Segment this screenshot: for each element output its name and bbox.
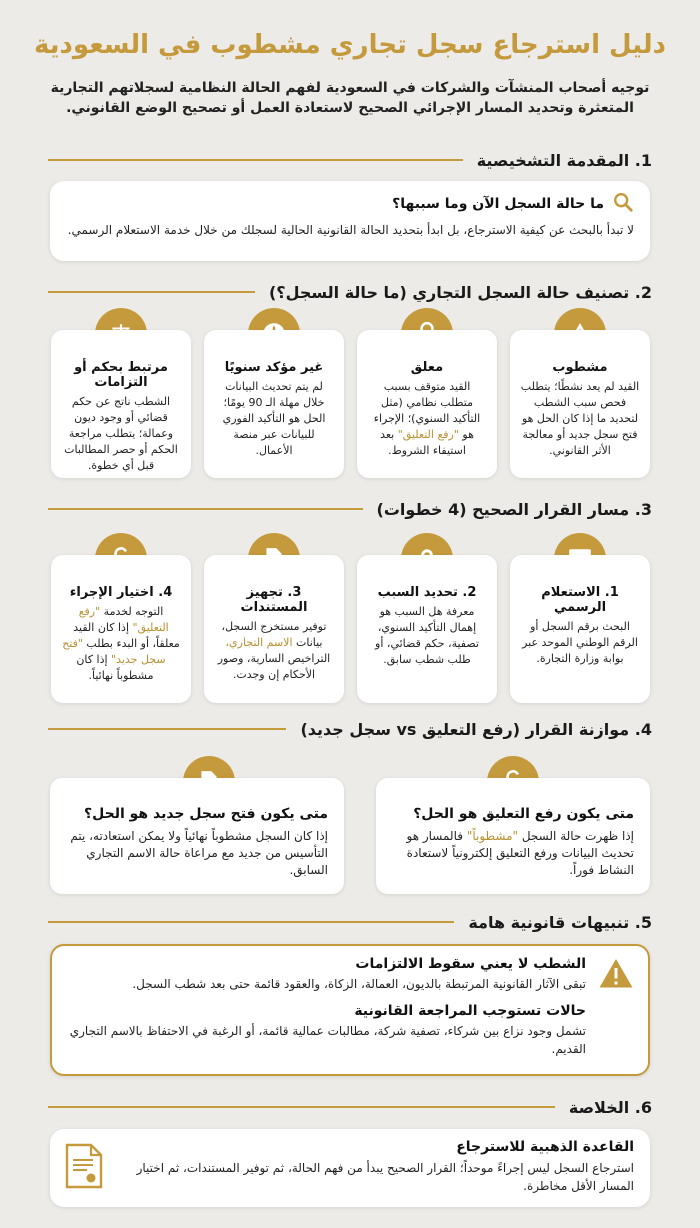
diagnostic-card — [50, 181, 650, 261]
status-card-judgment — [51, 330, 191, 478]
step-card-documents — [204, 555, 344, 703]
section-5-header — [48, 910, 652, 934]
diagnostic-card-header — [66, 191, 634, 217]
section-divider — [48, 291, 255, 293]
status-cards — [50, 330, 650, 480]
section-divider — [48, 728, 286, 730]
compare-card-title: متى يكون فتح سجل جديد هو الحل؟ — [83, 806, 328, 822]
section-divider — [48, 508, 363, 510]
legal-notes-body — [66, 956, 586, 1058]
compare-card-lift-suspension — [376, 778, 650, 894]
status-card-unconfirmed — [204, 330, 344, 478]
section-5-title: 5. تنبيهات قانونية هامة — [468, 912, 652, 932]
status-card-title: مشطوب — [552, 360, 608, 375]
step-card-cause — [357, 555, 497, 703]
status-card-suspended — [357, 330, 497, 478]
subtitle-line-1: توجيه أصحاب المنشآت والشركات في السعودية لفهم الحالة النظامية لسجلاتهم التجارية — [50, 80, 650, 96]
status-card-text: لم يتم تحديث البيانات خلال مهلة الـ 90 يومًا؛ الحل هو التأكيد الفوري للبيانات عبر منصة الأعمال. — [222, 380, 326, 457]
section-divider — [48, 921, 454, 923]
status-card-text: القيد متوقف بسبب متطلب نظامي (مثل التأكيد السنوي)؛ الإجراء هو "رفع التعليق" بعد استيفاء الشروط. — [373, 380, 481, 457]
status-card-title: مرتبط بحكم أو التزامات — [74, 360, 168, 390]
warning-icon — [598, 956, 634, 996]
status-card-text: القيد لم يعد نشطًا؛ يتطلب فحص سبب الشطب لتحديد ما إذا كان الحل هو فتح سجل جديد أو معالجة الأثر القانوني. — [520, 380, 640, 457]
section-4-title: 4. موازنة القرار (رفع التعليق vs سجل جديد) — [300, 719, 652, 739]
note-title: الشطب لا يعني سقوط الالتزامات — [355, 956, 586, 972]
status-card-text: الشطب ناتج عن حكم قضائي أو وجود ديون وعمالة؛ يتطلب مراجعة الحكم أو حصر المطالبات قبل أي خطوة. — [64, 395, 178, 472]
section-1-header — [48, 148, 652, 172]
diagnostic-card-title: ما حالة السجل الآن وما سببها؟ — [392, 196, 604, 212]
compare-card-text: إذا كان السجل مشطوباً نهائياً ولا يمكن استعادته، يتم التأسيس من جديد مع مراعاة حالة الاسم التجاري السابق. — [70, 829, 328, 877]
section-divider — [48, 1106, 555, 1108]
step-card-title: 2. تحديد السبب — [377, 585, 477, 600]
conclusion-text: استرجاع السجل ليس إجراءً موحداً؛ القرار الصحيح يبدأ من فهم الحالة، ثم توفير المستندات، ثم اختيار المسار الأقل مخاطرة. — [136, 1161, 634, 1193]
step-card-text: التوجه لخدمة "رفع التعليق" إذا كان القيد معلقاً، أو البدء بطلب "فتح سجل جديد" إذا كان مشطوباً نهائياً. — [62, 605, 180, 682]
section-1-title: 1. المقدمة التشخيصية — [476, 150, 652, 170]
note-text: تشمل وجود نزاع بين شركاء، تصفية شركة، مطالبات عمالية قائمة، أو الرغبة في الاحتفاظ بالاسم التجاري القديم. — [69, 1024, 586, 1056]
compare-card-text: إذا ظهرت حالة السجل "مشطوباً" فالمسار هو تحديث البيانات ورفع التعليق إلكترونياً لاستعادة النشاط فوراً. — [406, 829, 634, 877]
step-card-action — [51, 555, 191, 703]
conclusion-title: القاعدة الذهبية للاسترجاع — [456, 1139, 634, 1155]
section-6-header — [48, 1095, 652, 1119]
step-card-title: 4. اختيار الإجراء — [69, 585, 173, 600]
section-3-title: 3. مسار القرار الصحيح (4 خطوات) — [376, 499, 652, 519]
section-3-header — [48, 497, 652, 521]
note-title: حالات تستوجب المراجعة القانونية — [354, 1003, 586, 1019]
section-2-header — [48, 280, 652, 304]
section-divider — [48, 159, 463, 161]
conclusion-body — [126, 1139, 634, 1195]
step-card-inquiry — [510, 555, 650, 703]
legal-notes-card — [50, 944, 650, 1076]
section-2-title: 2. تصنيف حالة السجل التجاري (ما حالة السجل؟) — [268, 282, 652, 302]
step-card-text: توفير مستخرج السجل، بيانات الاسم التجاري، التراخيص السارية، وصور الأحكام إن وجدت. — [217, 620, 331, 681]
compare-card-new-registry — [50, 778, 344, 894]
step-card-title: 3. تجهيز المستندات — [240, 585, 308, 615]
conclusion-card — [50, 1129, 650, 1207]
decision-steps — [50, 555, 650, 703]
note-text: تبقى الآثار القانونية المرتبطة بالديون، العمالة، الزكاة، والعقود قائمة حتى بعد شطب السجل. — [132, 977, 586, 991]
status-card-struck-off — [510, 330, 650, 478]
status-card-title: معلق — [410, 360, 444, 375]
comparison-cards — [50, 778, 650, 894]
status-card-title: غير مؤكد سنويًا — [224, 360, 324, 375]
step-card-text: معرفة هل السبب هو إهمال التأكيد السنوي، تصفية، حكم قضائي، أو طلب شطب سابق. — [375, 605, 479, 666]
section-4-header — [48, 717, 652, 741]
page-title: دليل استرجاع سجل تجاري مشطوب في السعودية — [34, 30, 666, 60]
subtitle-line-2: المتعثرة وتحديد المسار الإجرائي الصحيح لاستعادة العمل أو تصحيح الوضع القانوني. — [66, 100, 634, 116]
section-6-title: 6. الخلاصة — [568, 1097, 652, 1117]
certificate-icon — [64, 1143, 104, 1193]
compare-card-title: متى يكون رفع التعليق هو الحل؟ — [413, 806, 634, 822]
step-card-title: 1. الاستعلام الرسمي — [541, 585, 619, 615]
page-subtitle — [40, 78, 660, 118]
search-icon — [612, 191, 634, 217]
step-card-text: البحث برقم السجل أو الرقم الوطني الموحد عبر بوابة وزارة التجارة. — [522, 620, 638, 665]
diagnostic-card-text: لا تبدأ بالبحث عن كيفية الاسترجاع، بل ابدأ بتحديد الحالة القانونية الحالية لسجلك من خلال خدمة الاستعلام الرسمي. — [67, 223, 634, 237]
